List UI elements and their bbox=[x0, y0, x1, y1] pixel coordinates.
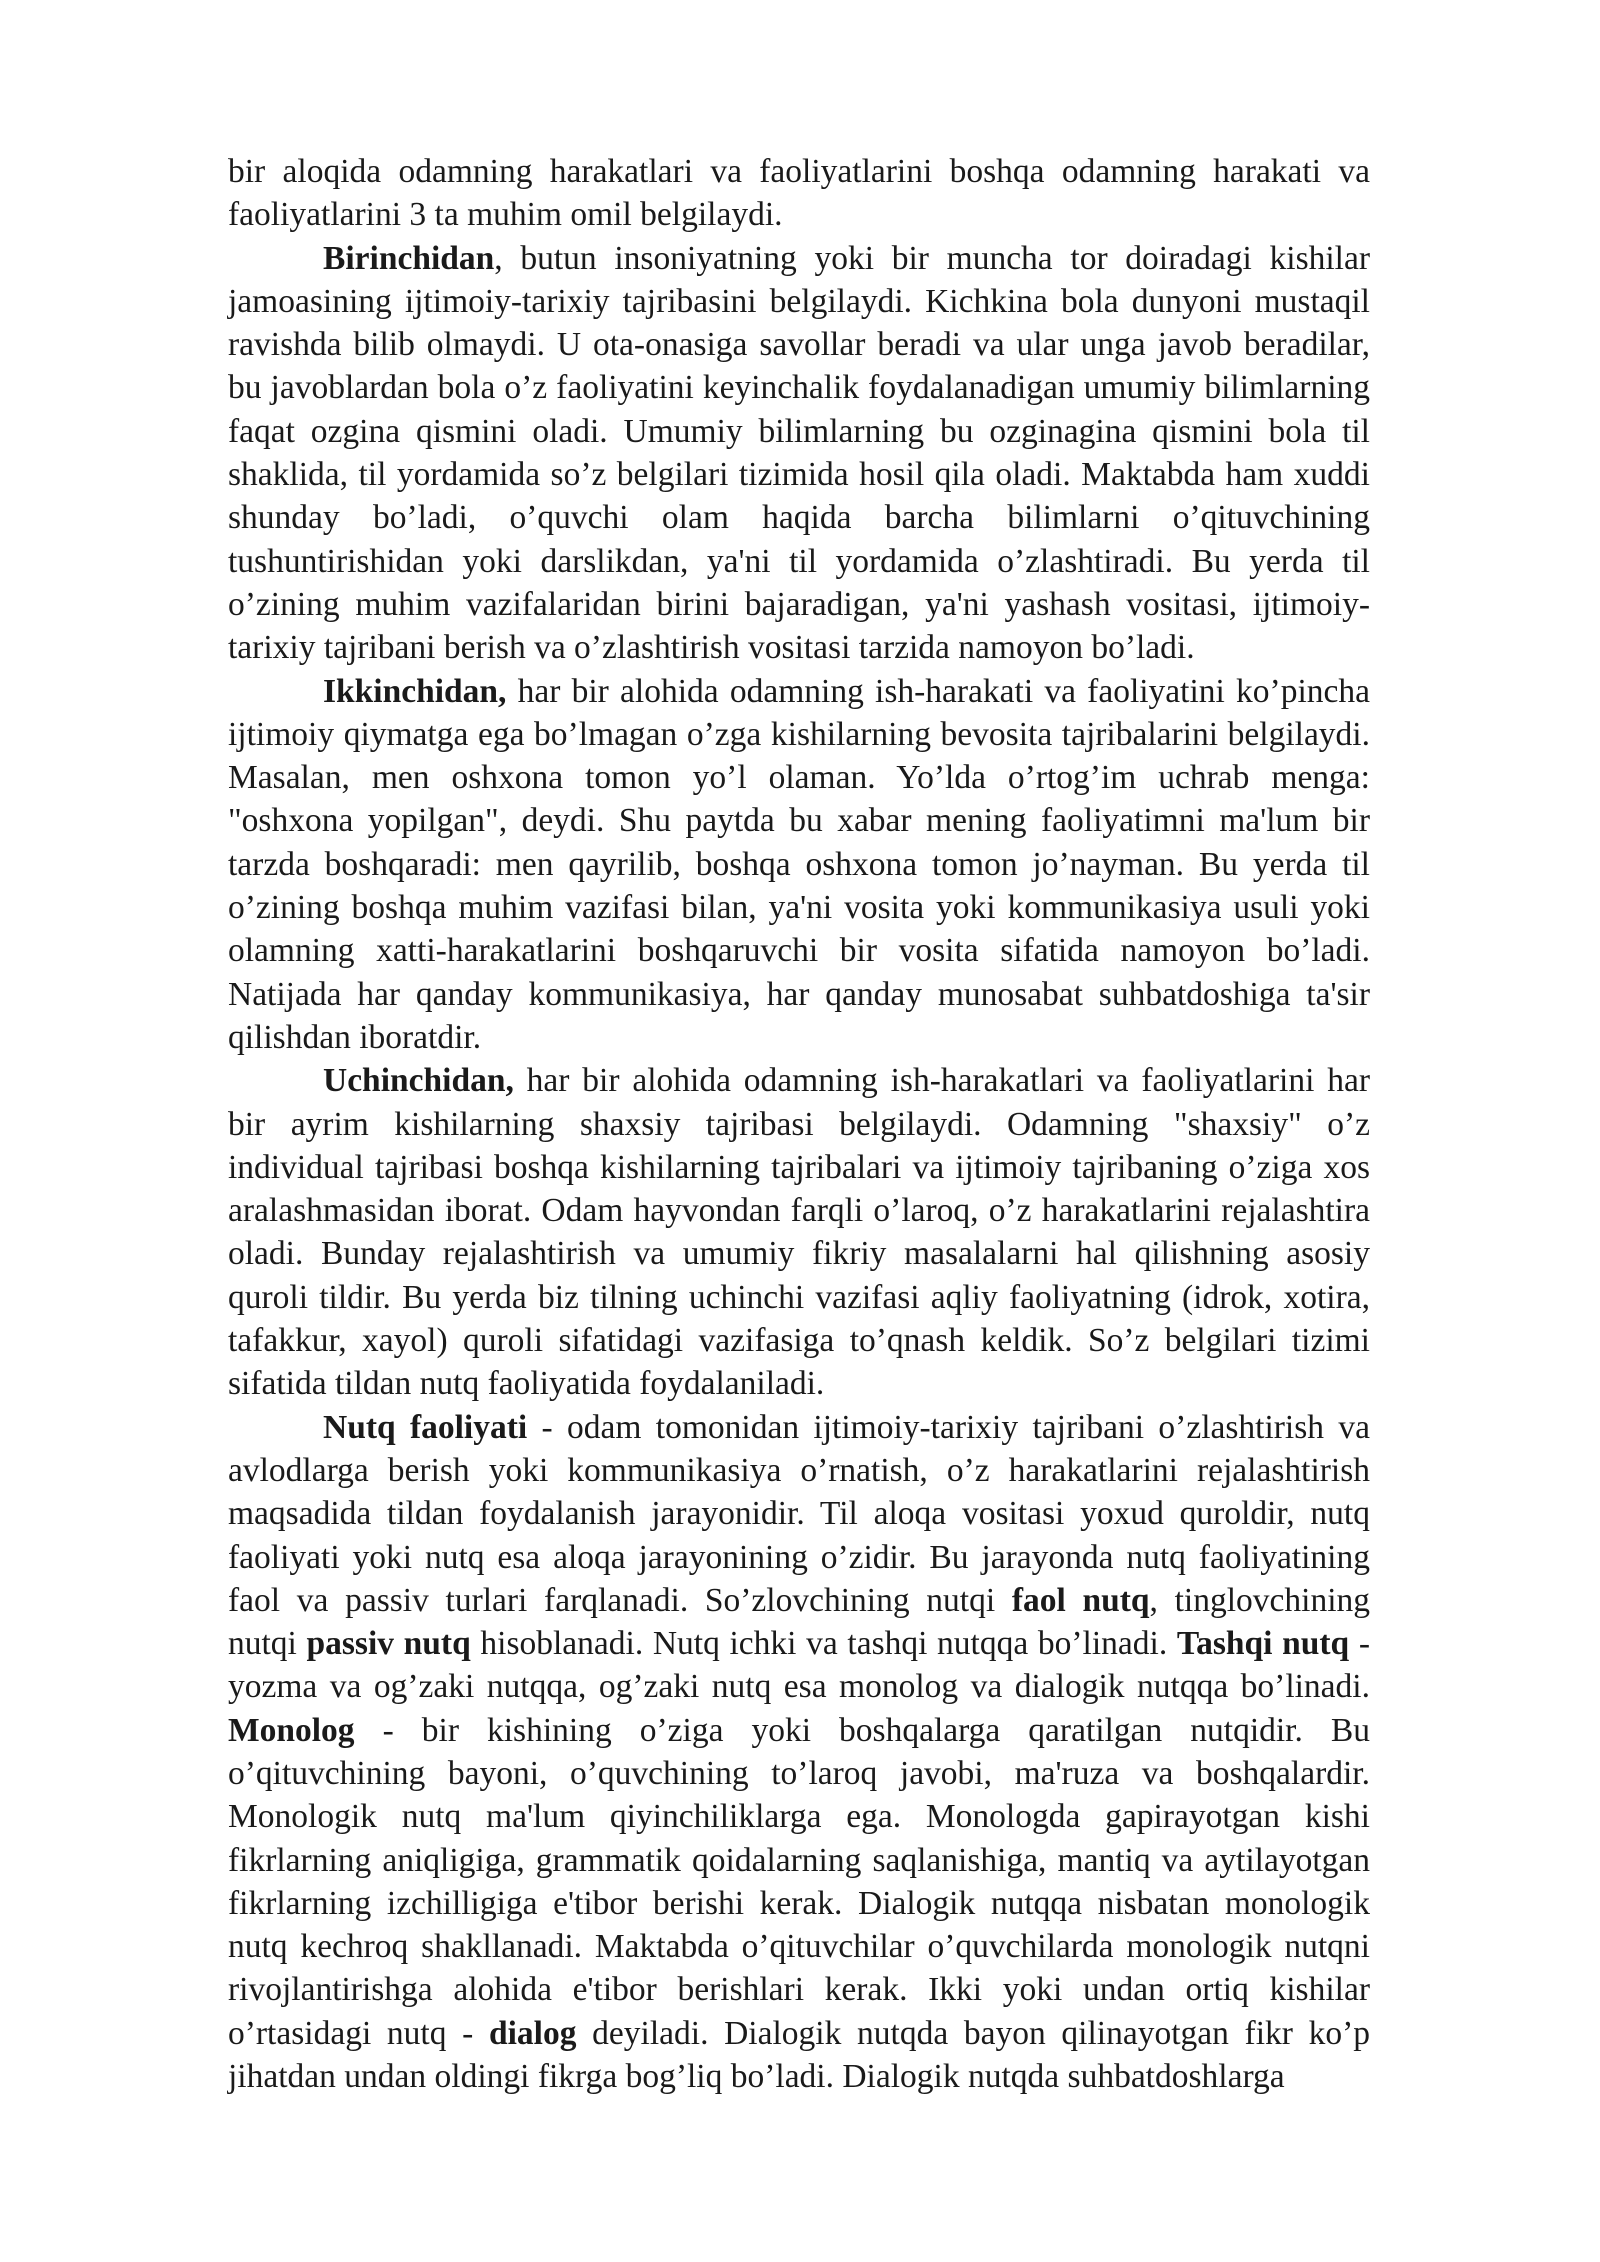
paragraph-text: har bir alohida odamning ish-harakatlari va faoliyatlarini har bir ayrim kishilarning shaxsiy tajribasi belgilaydi. Odamning "shaxsiy" o’z individual tajribasi boshqa kishilarning tajribalari va ijtimoiy tajribaning o’ziga xos aralashmasidan iborat. Odam hayvondan farqli o’laroq, o’z harakatlarini rejalashtira oladi. Bunday rejalashtirish va umumiy fikriy masalalarni hal qilishning asosiy quroli tildir. Bu yerda biz tilning uchinchi vazifasi aqliy faoliyatning (idrok, xotira, tafakkur, xayol) quroli sifatidagi vazifasiga to’qnash keldik. So’z belgilari tizimi sifatida tildan nutq faoliyatida foydalaniladi. bbox=[228, 1062, 1370, 1403]
document-page bbox=[228, 150, 1370, 2098]
paragraph-ikkinchidan bbox=[228, 670, 1370, 1060]
paragraph-text: - yozma va og’zaki nutqqa, og’zaki nutq esa monolog va dialogik nutqqa bo’linadi. bbox=[228, 1625, 1370, 1706]
bold-term: faol nutq bbox=[1011, 1581, 1150, 1619]
paragraph-intro-continuation bbox=[228, 150, 1370, 237]
bold-term: Nutq faoliyati bbox=[323, 1408, 528, 1446]
bold-term: Ikkinchidan, bbox=[323, 672, 507, 710]
bold-term: passiv nutq bbox=[306, 1625, 471, 1663]
paragraph-text: - bir kishining o’ziga yoki boshqalarga qaratilgan nutqidir. Bu o’qituvchining bayoni, o’quvchining to’laroq javobi, ma'ruza va boshqalardir. Monologik nutq ma'lum qiyinchiliklarga ega. Monologda gapirayotgan kishi fikrlarning aniqligiga, grammatik qoidalarning saqlanishiga, mantiq va aytilayotgan fikrlarning izchilligiga e'tibor berishi kerak. Dialogik nutqqa nisbatan monologik nutq kechroq shakllanadi. Maktabda o’qituvchilar o’quvchilarda monologik nutqni rivojlantirishga alohida e'tibor berishlari kerak. Ikki yoki undan ortiq kishilar o’rtasidagi nutq - bbox=[228, 1711, 1370, 2052]
paragraph-text: hisoblanadi. Nutq ichki va tashqi nutqqa bo’linadi. bbox=[470, 1625, 1177, 1663]
paragraph-text: bir aloqida odamning harakatlari va faoliyatlarini boshqa odamning harakati va faoliyatlarini 3 ta muhim omil belgilaydi. bbox=[228, 153, 1370, 234]
bold-term: dialog bbox=[488, 2014, 577, 2052]
paragraph-text: , tinglovchining nutqi bbox=[228, 1581, 1370, 1663]
paragraph-nutq-faoliyati bbox=[228, 1406, 1370, 2099]
paragraph-text: , butun insoniyatning yoki bir muncha tor doiradagi kishilar jamoasining ijtimoiy-tarixiy tajribasini belgilaydi. Kichkina bola dunyoni mustaqil ravishda bilib olmaydi. U ota-onasiga savollar beradi va ular unga javob beradilar, bu javoblardan bola o’z faoliyatini keyinchalik foydalanadigan umumiy bilimlarning faqat ozgina qismini oladi. Umumiy bilimlarning bu ozginagina qismini bola til shaklida, til yordamida so’z belgilari tizimida hosil qila oladi. Maktabda ham xuddi shunday bo’ladi, o’quvchi olam haqida barcha bilimlarni o’qituvchining tushuntirishidan yoki darslikdan, ya'ni til yordamida o’zlashtiradi. Bu yerda til o’zining muhim vazifalaridan birini bajaradigan, ya'ni yashash vositasi, ijtimoiy-tarixiy tajribani berish va o’zlashtirish vositasi tarzida namoyon bo’ladi. bbox=[228, 239, 1370, 667]
bold-term: Monolog bbox=[228, 1711, 355, 1749]
paragraph-text: har bir alohida odamning ish-harakati va faoliyatini ko’pincha ijtimoiy qiymatga ega bo’lmagan o’zga kishilarning bevosita tajribalarini belgilaydi. Masalan, men oshxona tomon yo’l olaman. Yo’lda o’rtog’im uchrab menga: "oshxona yopilgan", deydi. Shu paytda bu xabar mening faoliyatimni ma'lum bir tarzda boshqaradi: men qayrilib, boshqa oshxona tomon jo’nayman. Bu yerda til o’zining boshqa muhim vazifasi bilan, ya'ni vosita yoki kommunikasiya usuli yoki olamning xatti-harakatlarini boshqaruvchi bir vosita sifatida namoyon bo’ladi. Natijada har qanday kommunikasiya, har qanday munosabat suhbatdoshiga ta'sir qilishdan iboratdir. bbox=[228, 672, 1370, 1056]
paragraph-text: - odam tomonidan ijtimoiy-tarixiy tajribani o’zlashtirish va avlodlarga berish yoki kommunikasiya o’rnatish, o’z harakatlarini rejalashtirish maqsadida tildan foydalanish jarayonidir. Til aloqa vositasi yoxud quroldir, nutq faoliyati yoki nutq esa aloqa jarayonining o’zidir. Bu jarayonda nutq faoliyatining faol va passiv turlari farqlanadi. So’zlovchining nutqi bbox=[228, 1408, 1370, 1619]
bold-term: Birinchidan bbox=[323, 239, 495, 277]
paragraph-uchinchidan bbox=[228, 1059, 1370, 1405]
paragraph-text: deyiladi. Dialogik nutqda bayon qilinayotgan fikr ko’p jihatdan undan oldingi fikrga bog’liq bo’ladi. Dialogik nutqda suhbatdoshlarga bbox=[228, 2014, 1370, 2096]
bold-term: Uchinchidan, bbox=[323, 1062, 514, 1100]
paragraph-birinchidan bbox=[228, 237, 1370, 670]
bold-term: Tashqi nutq bbox=[1176, 1625, 1350, 1663]
